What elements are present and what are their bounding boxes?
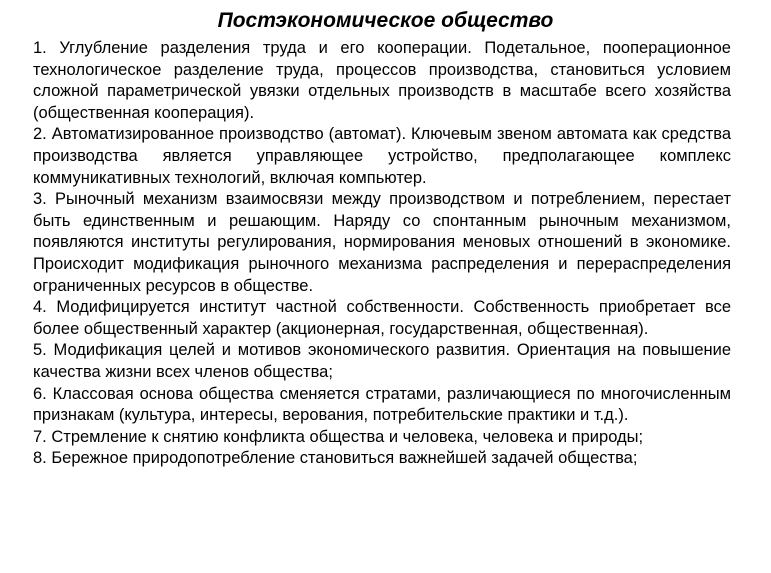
list-item-2: 2. Автоматизированное производство (автомат). Ключевым звеном автомата как средства производства является управляющее устройство, предполагающее комплекс коммуникативных технологий, включая компьютер.: [33, 125, 731, 187]
list-item-6: 6. Классовая основа общества сменяется стратами, различающиеся по многочисленным признакам (культура, интересы, верования, потребительские практики и т.д.).: [33, 384, 731, 425]
list-item-5: 5. Модификация целей и мотивов экономического развития. Ориентация на повышение качества жизни всех членов общества;: [33, 341, 731, 381]
list-item-8: 8. Бережное природопотребление становиться важнейшей задачей общества;: [33, 449, 638, 468]
list-item-3: 3. Рыночный механизм взаимосвязи между производством и потреблением, перестает быть единственным и решающим. Наряду со спонтанным рыночным механизмом, появляются институты регулирования, нормирования меновых отношений в экономике. Происходит модификация рыночного механизма распределения и перераспределения ограниченных ресурсов в обществе.: [33, 190, 731, 295]
list-item-1: 1. Углубление разделения труда и его кооперации. Подетальное, пооперационное технологическое разделение труда, процессов производства, становиться условием сложной параметрической увязки отдельных производств в масштабе всего хозяйства (общественная кооперация).: [33, 39, 731, 122]
list-item-4: 4. Модифицируется институт частной собственности. Собственность приобретает все более общественный характер (акционерная, государственная, общественная).: [33, 298, 731, 338]
list-item-7: 7. Стремление к снятию конфликта общества и человека, человека и природы;: [33, 427, 644, 446]
slide-title: Постэкономическое общество: [217, 9, 554, 32]
item-list: [33, 38, 731, 470]
